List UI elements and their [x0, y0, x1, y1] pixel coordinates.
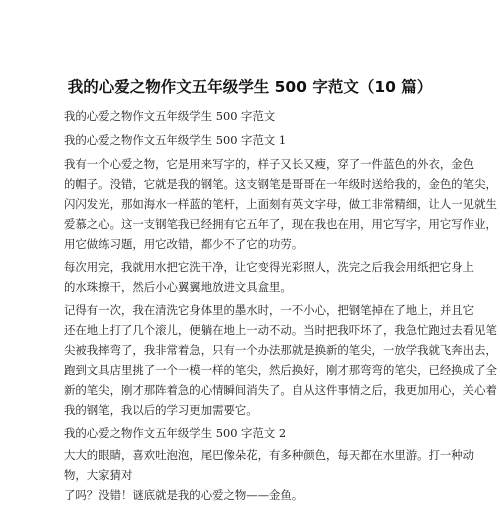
section-heading-2: 我的心爱之物作文五年级学生 500 字范文 2 — [64, 426, 287, 440]
paragraph-3-line-3: 尖被我摔弯了，我非常着急，只有一个办法那就是换新的笔尖，一放学我就飞奔出去， — [64, 343, 497, 357]
paragraph-3-line-1: 记得有一次，我在清洗它身体里的墨水时，一不小心，把钢笔掉在了地上，并且它 — [64, 303, 475, 317]
paragraph-1-line-4: 爱慕之心。这一支钢笔我已经拥有它五年了，现在我也在用，用它写字，用它写作业， — [64, 217, 497, 231]
paragraph-5-line-1: 了吗？没错！谜底就是我的心爱之物——金鱼。 — [64, 488, 304, 502]
paragraph-1-line-5: 用它做练习题，用它改错，都少不了它的功劳。 — [64, 237, 304, 251]
paragraph-3-line-5: 新的笔尖，刚才那阵着急的心情瞬间消失了。自从这件事情之后，我更加用心，关心着 — [64, 383, 497, 397]
paragraph-1-line-1: 我有一个心爱之物，它是用来写字的，样子又长又瘦，穿了一件蓝色的外衣，金色 — [64, 157, 475, 171]
paragraph-4-line-1: 大大的眼睛，喜欢吐泡泡，尾巴像朵花，有多种颜色，每天都在水里游。打一种动 — [64, 448, 475, 462]
paragraph-1-line-3: 闪闪发光，那如海水一样蓝的笔杆，上面刻有英文字母，做工非常精细，让人一见就生 — [64, 197, 497, 211]
section-heading-1: 我的心爱之物作文五年级学生 500 字范文 1 — [64, 133, 287, 147]
subheading: 我的心爱之物作文五年级学生 500 字范文 — [64, 109, 276, 123]
paragraph-4-line-2: 物，大家猜对 — [64, 468, 133, 482]
document-title: 我的心爱之物作文五年级学生 500 字范文（10 篇） — [67, 78, 433, 96]
paragraph-2-line-2: 的水珠擦干，然后小心翼翼地放进文具盒里。 — [64, 280, 292, 294]
paragraph-3-line-4: 跑到文具店里挑了一个一模一样的笔尖，然后换好，刚才那弯弯的笔尖，已经换成了全 — [64, 363, 497, 377]
paragraph-3-line-6: 我的钢笔，我以后的学习更加需要它。 — [64, 403, 258, 417]
paragraph-2-line-1: 每次用完，我就用水把它洗干净，让它变得光彩照人，洗完之后我会用纸把它身上 — [64, 260, 475, 274]
paragraph-1-line-2: 的帽子。没错，它就是我的钢笔。这支钢笔是哥哥在一年级时送给我的，金色的笔尖， — [64, 177, 497, 191]
paragraph-3-line-2: 还在地上打了几个滚儿，便躺在地上一动不动。当时把我吓坏了，我急忙跑过去看见笔 — [64, 323, 497, 337]
